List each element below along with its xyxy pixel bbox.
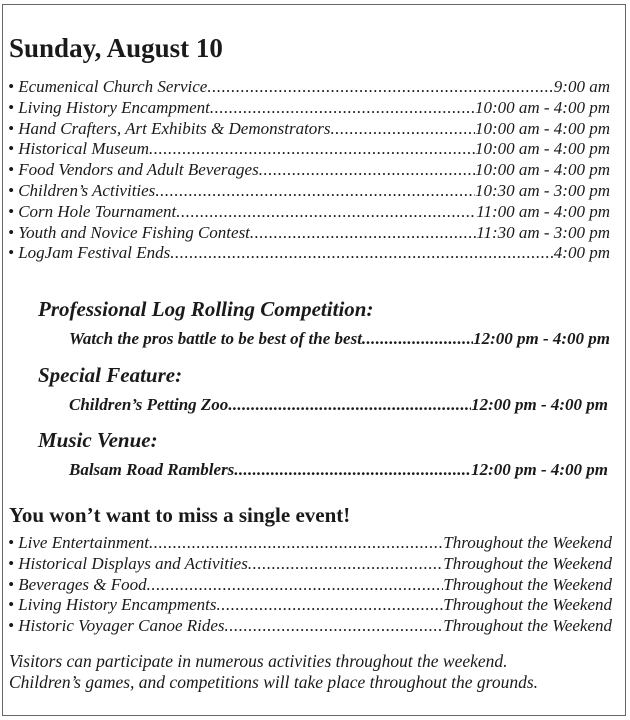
schedule-row [8, 243, 610, 264]
feature-time: 12:00 pm - 4:00 pm [471, 395, 608, 414]
miss-heading: You won’t want to miss a single event! [9, 503, 351, 527]
feature-heading-log-rolling: Professional Log Rolling Competition: [38, 297, 374, 321]
leader-dots [207, 77, 553, 98]
activity-label: • Historic Voyager Canoe Rides [8, 616, 225, 636]
feature-heading-music: Music Venue: [38, 428, 158, 452]
leader-dots [259, 160, 475, 181]
activity-label: • Historical Displays and Activities [8, 553, 248, 573]
event-time: 11:30 am - 3:00 pm [476, 222, 610, 242]
leader-dots [362, 328, 473, 350]
event-label: • Hand Crafters, Art Exhibits & Demonstrators [8, 118, 331, 138]
event-label: • LogJam Festival Ends [8, 243, 171, 263]
feature-row [69, 328, 610, 350]
activity-when: Throughout the Weekend [443, 595, 612, 615]
schedule-row [8, 98, 610, 119]
schedule-row [8, 202, 610, 223]
leader-dots [149, 139, 475, 160]
schedule-row [8, 160, 610, 181]
leader-dots [228, 394, 471, 416]
leader-dots [149, 533, 443, 554]
activity-label: • Beverages & Food [8, 574, 147, 594]
leader-dots [176, 202, 476, 223]
schedule-row [8, 181, 610, 202]
leader-dots [250, 223, 476, 244]
feature-item: Children’s Petting Zoo [69, 395, 229, 414]
event-label: • Youth and Novice Fishing Contest [8, 222, 250, 242]
feature-time: 12:00 pm - 4:00 pm [471, 460, 608, 479]
footer-note [9, 651, 621, 693]
event-label: • Children’s Activities [8, 180, 156, 200]
event-label: • Living History Encampment [8, 97, 210, 117]
feature-item: Watch the pros battle to be best of the best [69, 329, 362, 348]
activity-when: Throughout the Weekend [443, 574, 612, 594]
feature-item: Balsam Road Ramblers [69, 460, 235, 479]
event-label: • Food Vendors and Adult Beverages [8, 160, 259, 180]
activity-label: • Live Entertainment [8, 533, 149, 552]
event-time: 10:00 am - 4:00 pm [474, 139, 610, 159]
leader-dots [248, 554, 443, 575]
feature-row [69, 394, 608, 416]
event-time: 9:00 am [553, 77, 610, 96]
event-label: • Corn Hole Tournament [8, 201, 177, 221]
leader-dots [147, 575, 444, 596]
event-label: • Ecumenical Church Service [8, 77, 208, 96]
sunday-schedule [8, 77, 610, 264]
event-time: 4:00 pm [553, 243, 610, 263]
leader-dots [331, 119, 475, 140]
schedule-row [8, 119, 610, 140]
weekend-row [8, 575, 612, 596]
footer-line: Visitors can participate in numerous activities throughout the weekend. [9, 651, 508, 671]
schedule-row [8, 223, 610, 244]
leader-dots [155, 181, 475, 202]
leader-dots [217, 595, 444, 616]
leader-dots [210, 98, 475, 119]
weekend-row [8, 554, 612, 575]
activity-when: Throughout the Weekend [443, 553, 612, 573]
activity-when: Throughout the Weekend [443, 616, 612, 636]
weekend-list [8, 533, 612, 637]
weekend-row [8, 533, 612, 554]
event-time: 11:00 am - 4:00 pm [476, 201, 610, 221]
feature-heading-special: Special Feature: [38, 363, 183, 387]
weekend-row [8, 616, 612, 637]
event-label: • Historical Museum [8, 139, 149, 159]
feature-row [69, 459, 608, 481]
schedule-row [8, 77, 610, 98]
activity-label: • Living History Encampments [8, 595, 217, 615]
leader-dots [225, 616, 444, 637]
leader-dots [170, 243, 554, 264]
event-time: 10:00 am - 4:00 pm [474, 160, 610, 180]
event-time: 10:00 am - 4:00 pm [474, 118, 610, 138]
weekend-row [8, 595, 612, 616]
event-time: 10:30 am - 3:00 pm [474, 180, 610, 200]
footer-line: Children’s games, and competitions will take place throughout the grounds. [9, 672, 539, 692]
day-title: Sunday, August 10 [9, 33, 223, 63]
feature-time: 12:00 pm - 4:00 pm [473, 329, 610, 348]
leader-dots [234, 459, 471, 481]
schedule-row [8, 139, 610, 160]
activity-when: Throughout the Weekend [443, 533, 612, 552]
event-time: 10:00 am - 4:00 pm [474, 97, 610, 117]
